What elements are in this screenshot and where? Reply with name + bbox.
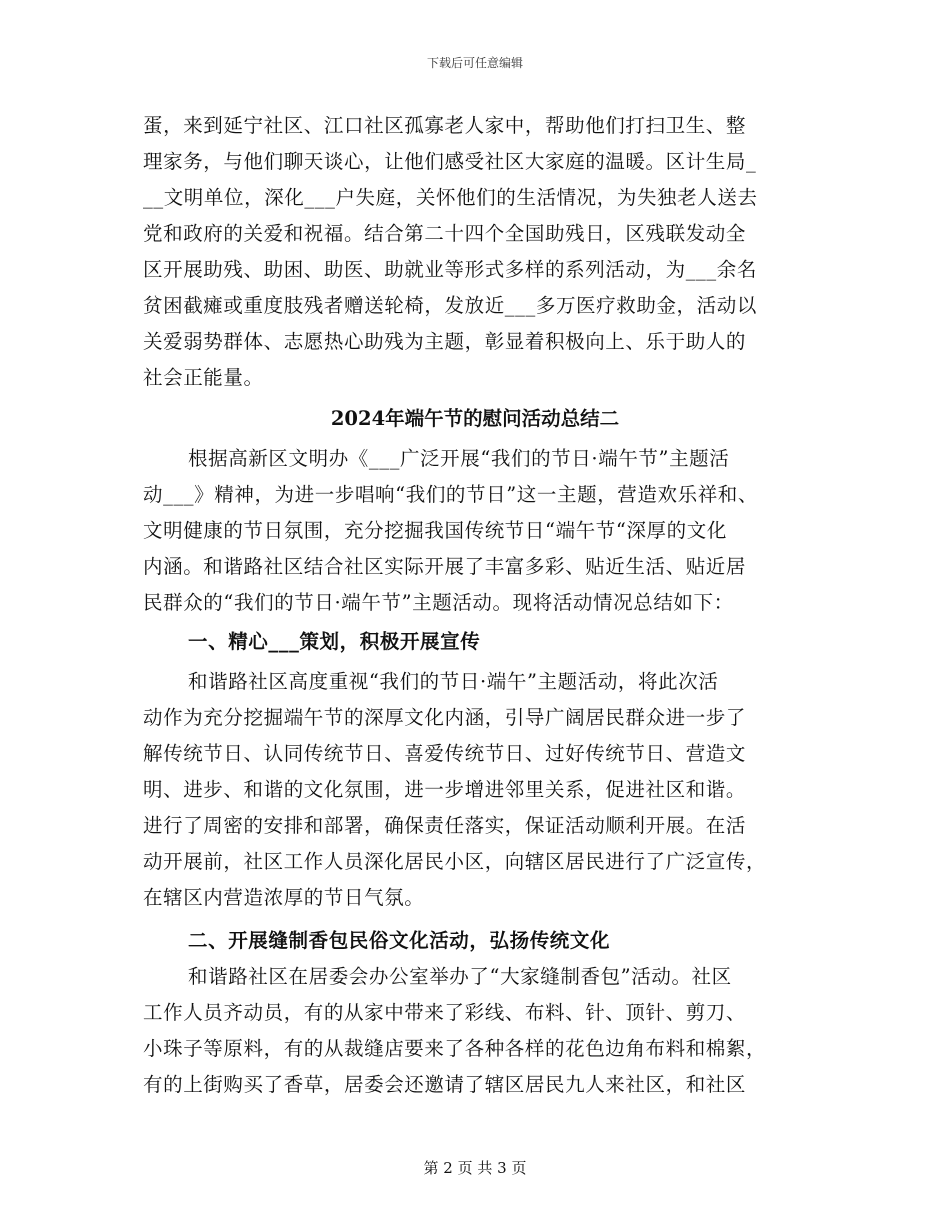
- body-line: 文明健康的节日氛围，充分挖掘我国传统节日“端午节“深厚的文化: [143, 519, 727, 542]
- section-heading: 二、开展缝制香包民俗文化活动，弘扬传统文化: [188, 929, 611, 952]
- body-line: 和谐路社区在居委会办公室举办了“大家缝制香包”活动。社区: [188, 965, 732, 988]
- body-line: 动作为充分挖掘端午节的深厚文化内涵，引导广阔居民群众进一步了: [143, 706, 747, 729]
- body-line: 理家务，与他们聊天谈心，让他们感受社区大家庭的温暖。区计生局_: [143, 150, 757, 173]
- body-line: 和谐路社区高度重视“我们的节日·端午”主题活动，将此次活: [188, 670, 719, 693]
- body-line: 工作人员齐动员，有的从家中带来了彩线、布料、针、顶针、剪刀、: [143, 1001, 747, 1024]
- body-line: __文明单位，深化___户失庭，关怀他们的生活情况，为失独老人送去: [143, 186, 758, 209]
- body-line: 动___》精神，为进一步唱响“我们的节日”这一主题，营造欢乐祥和、: [143, 483, 758, 506]
- body-line: 内涵。和谐路社区结合社区实际开展了丰富多彩、贴近生活、贴近居: [143, 555, 747, 578]
- page-footer: 第 2 页 共 3 页: [423, 1159, 527, 1177]
- body-line: 社会正能量。: [143, 366, 264, 389]
- body-line: 有的上街购买了香草，居委会还邀请了辖区居民九人来社区，和社区: [143, 1073, 747, 1096]
- body-line: 动开展前，社区工作人员深化居民小区，向辖区居民进行了广泛宣传，: [143, 850, 767, 873]
- body-line: 小珠子等原料，有的从裁缝店要来了各种各样的花色边角布料和棉絮，: [143, 1037, 767, 1060]
- body-line: 区开展助残、助困、助医、助就业等形式多样的系列活动，为___余名: [143, 258, 757, 281]
- body-line: 贫困截瘫或重度肢残者赠送轮椅，发放近___多万医疗救助金，活动以: [143, 294, 757, 317]
- body-line: 在辖区内营造浓厚的节日气氛。: [143, 886, 425, 909]
- body-line: 进行了周密的安排和部署，确保责任落实，保证活动顺利开展。在活: [143, 814, 747, 837]
- body-line: 民群众的“我们的节日·端午节”主题活动。现将活动情况总结如下：: [143, 591, 734, 614]
- body-line: 党和政府的关爱和祝福。结合第二十四个全国助残日，区残联发动全: [143, 222, 747, 245]
- body-line: 根据高新区文明办《___广泛开展“我们的节日·端午节”主题活: [188, 447, 730, 470]
- page-header: 下载后可任意编辑: [426, 56, 523, 70]
- body-line: 蛋，来到延宁社区、江口社区孤寡老人家中，帮助他们打扫卫生、整: [143, 114, 747, 137]
- section-heading: 一、精心___策划，积极开展宣传: [188, 630, 481, 653]
- body-line: 明、进步、和谐的文化氛围，进一步增进邻里关系，促进社区和谐。: [143, 778, 747, 801]
- body-line: 关爱弱势群体、志愿热心助残为主题，彰显着积极向上、乐于助人的: [143, 330, 747, 353]
- section-title: 2024年端午节的慰问活动总结二: [330, 407, 620, 430]
- body-line: 解传统节日、认同传统节日、喜爱传统节日、过好传统节日、营造文: [143, 742, 747, 765]
